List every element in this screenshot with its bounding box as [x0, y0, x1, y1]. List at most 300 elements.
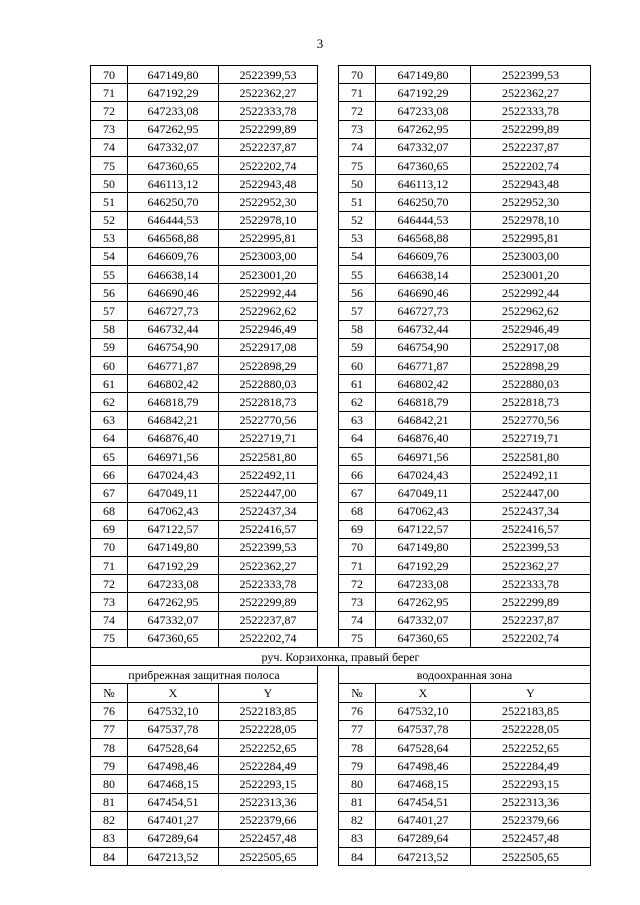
left-y-coordinate: 2522437,34: [219, 502, 318, 520]
right-point-number: 65: [339, 447, 376, 465]
column-gap: [318, 848, 339, 866]
left-point-number: 77: [91, 720, 128, 738]
right-point-number: 58: [339, 320, 376, 338]
right-x-coordinate: 647233,08: [376, 575, 471, 593]
left-point-number: 62: [91, 393, 128, 411]
table-row: [91, 175, 591, 193]
column-gap: [318, 320, 339, 338]
right-x-coordinate: 647192,29: [376, 84, 471, 102]
right-x-coordinate: 647233,08: [376, 102, 471, 120]
right-x-coordinate: 647149,80: [376, 66, 471, 84]
left-zone-header: прибрежная защитная полоса: [91, 666, 318, 684]
table-row: [91, 193, 591, 211]
section-title: руч. Корзихонка, правый берег: [91, 648, 591, 666]
right-y-coordinate: 2522416,57: [471, 520, 591, 538]
right-point-number: 70: [339, 538, 376, 556]
column-gap: [318, 175, 339, 193]
right-x-coordinate: 646568,88: [376, 229, 471, 247]
left-y-coordinate: 2522228,05: [219, 720, 318, 738]
left-point-number: 58: [91, 320, 128, 338]
left-x-coordinate: 647468,15: [128, 775, 219, 793]
right-point-number: 74: [339, 138, 376, 156]
column-gap: [318, 411, 339, 429]
right-point-number: 81: [339, 793, 376, 811]
right-y-coordinate: 2522770,56: [471, 411, 591, 429]
table-row: [91, 229, 591, 247]
column-gap: [318, 484, 339, 502]
right-y-coordinate: 2522333,78: [471, 575, 591, 593]
table-row: [91, 502, 591, 520]
right-y-coordinate: 2522313,36: [471, 793, 591, 811]
right-point-number: 83: [339, 829, 376, 847]
table-row: [91, 411, 591, 429]
left-point-number: 64: [91, 429, 128, 447]
left-point-number: 61: [91, 375, 128, 393]
column-gap: [318, 375, 339, 393]
left-point-number: 65: [91, 447, 128, 465]
right-point-number: 70: [339, 66, 376, 84]
right-y-coordinate: 2522457,48: [471, 829, 591, 847]
right-y-coordinate: 2522581,80: [471, 447, 591, 465]
left-point-number: 83: [91, 829, 128, 847]
left-x-coordinate: 647537,78: [128, 720, 219, 738]
right-point-number: 74: [339, 611, 376, 629]
right-y-coordinate: 2522505,65: [471, 848, 591, 866]
right-point-number: 71: [339, 557, 376, 575]
left-x-coordinate: 647332,07: [128, 611, 219, 629]
left-x-coordinate: 647289,64: [128, 829, 219, 847]
right-x-coordinate: 646842,21: [376, 411, 471, 429]
column-header-row: [91, 684, 591, 702]
left-x-coordinate: 647401,27: [128, 811, 219, 829]
right-y-coordinate: 2522946,49: [471, 320, 591, 338]
column-gap: [318, 466, 339, 484]
left-y-coordinate: 2522379,66: [219, 811, 318, 829]
column-gap: [318, 156, 339, 174]
right-point-number: 51: [339, 193, 376, 211]
right-y-coordinate: 2522719,71: [471, 429, 591, 447]
table-row: [91, 848, 591, 866]
right-y-coordinate: 2522202,74: [471, 156, 591, 174]
left-point-number: 73: [91, 120, 128, 138]
left-x-coordinate: 647454,51: [128, 793, 219, 811]
right-y-coordinate: 2522202,74: [471, 629, 591, 647]
left-x-coordinate: 647149,80: [128, 538, 219, 556]
left-x-coordinate: 647049,11: [128, 484, 219, 502]
left-point-number: 75: [91, 629, 128, 647]
right-point-number: 73: [339, 593, 376, 611]
right-y-coordinate: 2522917,08: [471, 338, 591, 356]
left-x-coordinate: 647233,08: [128, 575, 219, 593]
left-x-coordinate: 647024,43: [128, 466, 219, 484]
table-row: [91, 720, 591, 738]
right-point-number: 71: [339, 84, 376, 102]
table-row: [91, 393, 591, 411]
left-y-coordinate: 2522946,49: [219, 320, 318, 338]
table-row: [91, 338, 591, 356]
table-row: [91, 211, 591, 229]
right-y-coordinate: 2522362,27: [471, 84, 591, 102]
left-x-coordinate: 646732,44: [128, 320, 219, 338]
left-point-number: 57: [91, 302, 128, 320]
table-row: [91, 357, 591, 375]
right-point-number: 63: [339, 411, 376, 429]
left-y-coordinate: 2522995,81: [219, 229, 318, 247]
right-y-coordinate: 2522252,65: [471, 738, 591, 756]
column-gap: [318, 520, 339, 538]
right-point-number: 72: [339, 575, 376, 593]
column-gap: [318, 429, 339, 447]
right-point-number: 60: [339, 357, 376, 375]
left-x-coordinate: 647532,10: [128, 702, 219, 720]
table-row: [91, 611, 591, 629]
table-row: [91, 320, 591, 338]
right-point-number: 54: [339, 247, 376, 265]
right-y-coordinate: 2522399,53: [471, 538, 591, 556]
column-gap: [318, 738, 339, 756]
left-y-coordinate: 2522299,89: [219, 120, 318, 138]
left-y-coordinate: 2522505,65: [219, 848, 318, 866]
left-number-header: №: [91, 684, 128, 702]
right-number-header: №: [339, 684, 376, 702]
left-y-coordinate: 2522284,49: [219, 757, 318, 775]
left-point-number: 74: [91, 611, 128, 629]
bottom-rows: [91, 702, 591, 866]
left-y-coordinate: 2522362,27: [219, 557, 318, 575]
right-y-coordinate: 2522228,05: [471, 720, 591, 738]
right-x-coordinate: 646876,40: [376, 429, 471, 447]
table-row: [91, 757, 591, 775]
right-point-number: 76: [339, 702, 376, 720]
column-gap: [318, 302, 339, 320]
right-x-coordinate: 646113,12: [376, 175, 471, 193]
left-point-number: 82: [91, 811, 128, 829]
left-y-coordinate: 2522299,89: [219, 593, 318, 611]
column-gap: [318, 66, 339, 84]
table-row: [91, 811, 591, 829]
top-rows: [91, 66, 591, 648]
table-row: [91, 447, 591, 465]
section-title-row: [91, 648, 591, 666]
right-x-coordinate: 647062,43: [376, 502, 471, 520]
column-gap: [318, 247, 339, 265]
right-y-coordinate: 2522299,89: [471, 120, 591, 138]
left-x-coordinate: 646444,53: [128, 211, 219, 229]
table-row: [91, 702, 591, 720]
column-gap: [318, 84, 339, 102]
right-x-coordinate: 647360,65: [376, 156, 471, 174]
right-y-coordinate: 2522898,29: [471, 357, 591, 375]
left-point-number: 52: [91, 211, 128, 229]
left-x-coordinate: 647233,08: [128, 102, 219, 120]
column-gap: [318, 757, 339, 775]
right-y-coordinate: 2522992,44: [471, 284, 591, 302]
left-x-header: X: [128, 684, 219, 702]
table-row: [91, 629, 591, 647]
left-point-number: 70: [91, 538, 128, 556]
table-row: [91, 557, 591, 575]
table-row: [91, 520, 591, 538]
left-x-coordinate: 647360,65: [128, 156, 219, 174]
right-point-number: 69: [339, 520, 376, 538]
column-gap: [318, 811, 339, 829]
left-point-number: 80: [91, 775, 128, 793]
table-row: [91, 284, 591, 302]
right-y-coordinate: 2522379,66: [471, 811, 591, 829]
column-gap: [318, 193, 339, 211]
right-point-number: 55: [339, 266, 376, 284]
right-point-number: 62: [339, 393, 376, 411]
right-point-number: 64: [339, 429, 376, 447]
right-y-coordinate: 2522293,15: [471, 775, 591, 793]
right-point-number: 75: [339, 629, 376, 647]
column-gap: [318, 102, 339, 120]
left-x-coordinate: 646609,76: [128, 247, 219, 265]
left-x-coordinate: 646690,46: [128, 284, 219, 302]
left-x-coordinate: 646754,90: [128, 338, 219, 356]
right-point-number: 80: [339, 775, 376, 793]
right-point-number: 56: [339, 284, 376, 302]
column-gap: [318, 393, 339, 411]
column-gap: [318, 502, 339, 520]
left-x-coordinate: 647262,95: [128, 120, 219, 138]
right-x-coordinate: 647360,65: [376, 629, 471, 647]
left-point-number: 56: [91, 284, 128, 302]
left-point-number: 71: [91, 84, 128, 102]
left-point-number: 79: [91, 757, 128, 775]
left-y-coordinate: 2522202,74: [219, 629, 318, 647]
left-y-header: Y: [219, 684, 318, 702]
left-point-number: 53: [91, 229, 128, 247]
left-y-coordinate: 2522880,03: [219, 375, 318, 393]
left-y-coordinate: 2522333,78: [219, 102, 318, 120]
right-y-coordinate: 2522437,34: [471, 502, 591, 520]
right-point-number: 73: [339, 120, 376, 138]
right-x-coordinate: 647049,11: [376, 484, 471, 502]
left-x-coordinate: 647149,80: [128, 66, 219, 84]
left-x-coordinate: 647192,29: [128, 84, 219, 102]
table-row: [91, 102, 591, 120]
table-row: [91, 593, 591, 611]
table-row: [91, 375, 591, 393]
left-x-coordinate: 647498,46: [128, 757, 219, 775]
left-y-coordinate: 2522183,85: [219, 702, 318, 720]
left-y-coordinate: 2522399,53: [219, 66, 318, 84]
right-point-number: 57: [339, 302, 376, 320]
left-y-coordinate: 2522313,36: [219, 793, 318, 811]
right-x-coordinate: 647498,46: [376, 757, 471, 775]
left-y-coordinate: 2522293,15: [219, 775, 318, 793]
right-x-coordinate: 646771,87: [376, 357, 471, 375]
left-point-number: 72: [91, 102, 128, 120]
right-x-coordinate: 646732,44: [376, 320, 471, 338]
table-row: [91, 302, 591, 320]
left-point-number: 59: [91, 338, 128, 356]
left-point-number: 81: [91, 793, 128, 811]
column-gap: [318, 357, 339, 375]
left-y-coordinate: 2522962,62: [219, 302, 318, 320]
left-y-coordinate: 2522978,10: [219, 211, 318, 229]
column-gap: [318, 447, 339, 465]
right-x-coordinate: 647192,29: [376, 557, 471, 575]
left-x-coordinate: 647122,57: [128, 520, 219, 538]
table-row: [91, 429, 591, 447]
left-x-coordinate: 647332,07: [128, 138, 219, 156]
left-point-number: 55: [91, 266, 128, 284]
right-y-coordinate: 2523003,00: [471, 247, 591, 265]
left-x-coordinate: 646842,21: [128, 411, 219, 429]
left-x-coordinate: 646113,12: [128, 175, 219, 193]
right-y-coordinate: 2522299,89: [471, 593, 591, 611]
right-y-coordinate: 2522237,87: [471, 611, 591, 629]
right-x-coordinate: 647528,64: [376, 738, 471, 756]
left-y-coordinate: 2522457,48: [219, 829, 318, 847]
right-x-coordinate: 647401,27: [376, 811, 471, 829]
column-gap: [318, 793, 339, 811]
left-point-number: 67: [91, 484, 128, 502]
right-x-coordinate: 646609,76: [376, 247, 471, 265]
left-y-coordinate: 2522943,48: [219, 175, 318, 193]
right-x-coordinate: 647122,57: [376, 520, 471, 538]
left-y-coordinate: 2522237,87: [219, 138, 318, 156]
table-row: [91, 120, 591, 138]
column-gap: [318, 211, 339, 229]
left-y-coordinate: 2523003,00: [219, 247, 318, 265]
right-x-coordinate: 646754,90: [376, 338, 471, 356]
right-x-coordinate: 647024,43: [376, 466, 471, 484]
right-x-coordinate: 646638,14: [376, 266, 471, 284]
right-y-coordinate: 2522284,49: [471, 757, 591, 775]
left-point-number: 84: [91, 848, 128, 866]
right-x-coordinate: 647332,07: [376, 138, 471, 156]
left-x-coordinate: 646638,14: [128, 266, 219, 284]
left-y-coordinate: 2522581,80: [219, 447, 318, 465]
right-x-coordinate: 646250,70: [376, 193, 471, 211]
right-y-coordinate: 2522447,00: [471, 484, 591, 502]
right-x-coordinate: 646690,46: [376, 284, 471, 302]
left-point-number: 70: [91, 66, 128, 84]
column-gap: [318, 629, 339, 647]
right-y-coordinate: 2522333,78: [471, 102, 591, 120]
left-point-number: 73: [91, 593, 128, 611]
left-y-coordinate: 2522252,65: [219, 738, 318, 756]
right-point-number: 79: [339, 757, 376, 775]
left-point-number: 68: [91, 502, 128, 520]
left-y-coordinate: 2522416,57: [219, 520, 318, 538]
left-x-coordinate: 646771,87: [128, 357, 219, 375]
left-y-coordinate: 2522333,78: [219, 575, 318, 593]
left-point-number: 72: [91, 575, 128, 593]
right-y-coordinate: 2522880,03: [471, 375, 591, 393]
left-y-coordinate: 2522818,73: [219, 393, 318, 411]
left-x-coordinate: 646250,70: [128, 193, 219, 211]
right-y-coordinate: 2522237,87: [471, 138, 591, 156]
column-gap: [318, 684, 339, 702]
right-y-header: Y: [471, 684, 591, 702]
right-x-coordinate: 646727,73: [376, 302, 471, 320]
column-gap: [318, 575, 339, 593]
right-y-coordinate: 2522362,27: [471, 557, 591, 575]
left-point-number: 78: [91, 738, 128, 756]
left-y-coordinate: 2523001,20: [219, 266, 318, 284]
right-x-coordinate: 647149,80: [376, 538, 471, 556]
left-x-coordinate: 646876,40: [128, 429, 219, 447]
left-x-coordinate: 647192,29: [128, 557, 219, 575]
left-y-coordinate: 2522770,56: [219, 411, 318, 429]
right-y-coordinate: 2522492,11: [471, 466, 591, 484]
column-gap: [318, 138, 339, 156]
right-x-coordinate: 646971,56: [376, 447, 471, 465]
left-x-coordinate: 646802,42: [128, 375, 219, 393]
table-row: [91, 266, 591, 284]
table-row: [91, 466, 591, 484]
column-gap: [318, 284, 339, 302]
left-point-number: 54: [91, 247, 128, 265]
right-x-coordinate: 647537,78: [376, 720, 471, 738]
right-y-coordinate: 2522952,30: [471, 193, 591, 211]
table-row: [91, 575, 591, 593]
right-x-coordinate: 647532,10: [376, 702, 471, 720]
left-y-coordinate: 2522202,74: [219, 156, 318, 174]
right-point-number: 82: [339, 811, 376, 829]
left-y-coordinate: 2522492,11: [219, 466, 318, 484]
column-gap: [318, 338, 339, 356]
left-point-number: 50: [91, 175, 128, 193]
column-gap: [318, 702, 339, 720]
column-gap: [318, 538, 339, 556]
right-point-number: 78: [339, 738, 376, 756]
right-point-number: 84: [339, 848, 376, 866]
left-y-coordinate: 2522719,71: [219, 429, 318, 447]
right-x-coordinate: 647454,51: [376, 793, 471, 811]
right-y-coordinate: 2522962,62: [471, 302, 591, 320]
right-y-coordinate: 2522978,10: [471, 211, 591, 229]
left-y-coordinate: 2522992,44: [219, 284, 318, 302]
table-row: [91, 775, 591, 793]
left-x-coordinate: 647360,65: [128, 629, 219, 647]
right-point-number: 66: [339, 466, 376, 484]
left-y-coordinate: 2522447,00: [219, 484, 318, 502]
table-row: [91, 829, 591, 847]
column-gap: [318, 229, 339, 247]
table-row: [91, 138, 591, 156]
left-x-coordinate: 647213,52: [128, 848, 219, 866]
left-y-coordinate: 2522237,87: [219, 611, 318, 629]
table-row: [91, 156, 591, 174]
column-gap: [318, 829, 339, 847]
column-gap: [318, 611, 339, 629]
table-row: [91, 793, 591, 811]
left-x-coordinate: 647262,95: [128, 593, 219, 611]
right-point-number: 59: [339, 338, 376, 356]
right-x-coordinate: 647289,64: [376, 829, 471, 847]
right-point-number: 77: [339, 720, 376, 738]
table-row: [91, 247, 591, 265]
right-point-number: 61: [339, 375, 376, 393]
column-gap: [318, 775, 339, 793]
right-zone-header: водоохранная зона: [339, 666, 591, 684]
column-gap: [318, 120, 339, 138]
left-point-number: 60: [91, 357, 128, 375]
column-gap: [318, 666, 339, 684]
right-point-number: 52: [339, 211, 376, 229]
left-point-number: 76: [91, 702, 128, 720]
left-y-coordinate: 2522917,08: [219, 338, 318, 356]
column-gap: [318, 593, 339, 611]
right-x-header: X: [376, 684, 471, 702]
table-row: [91, 538, 591, 556]
left-point-number: 51: [91, 193, 128, 211]
